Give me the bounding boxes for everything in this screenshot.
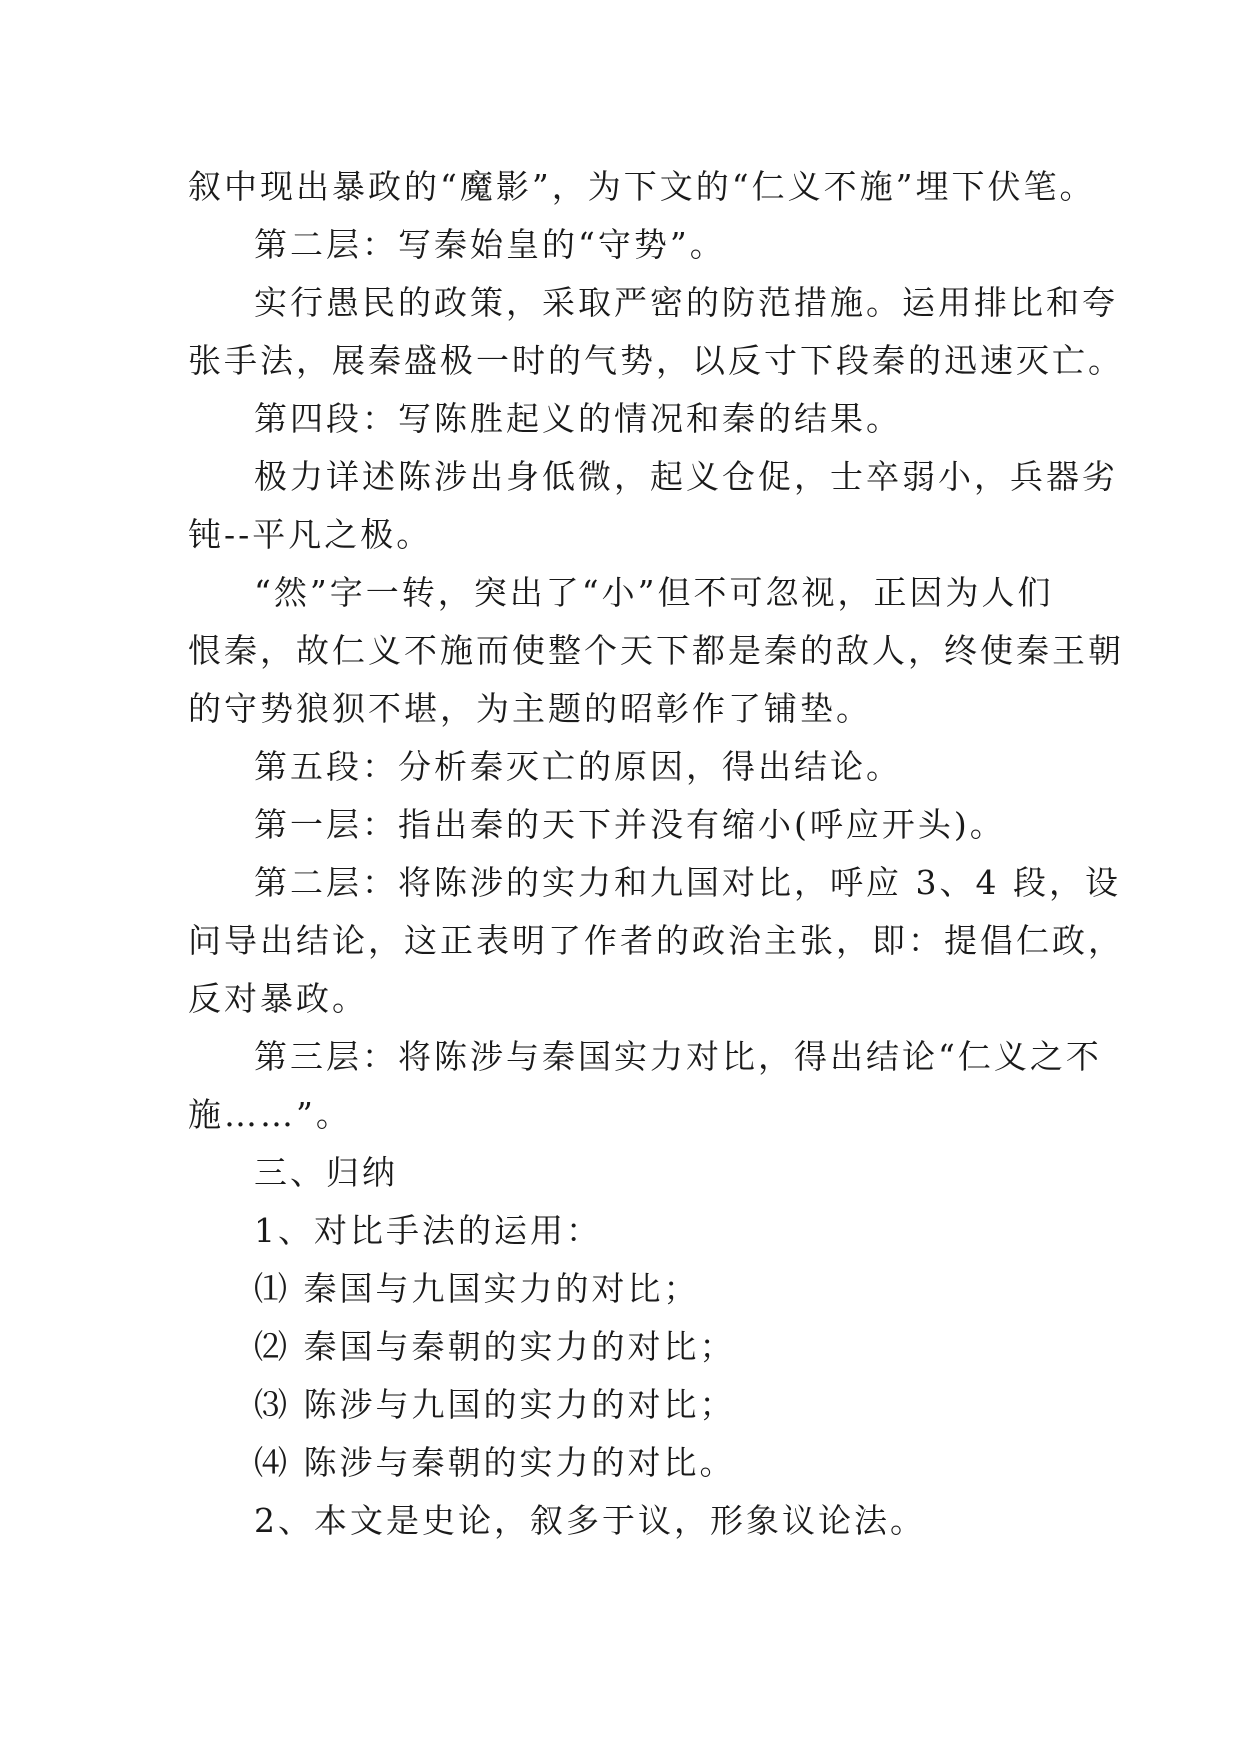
list-item: ⑶ 陈涉与九国的实力的对比； — [254, 1385, 736, 1424]
text-line: 极力详述陈涉出身低微，起义仓促，士卒弱小，兵器劣 — [254, 457, 1118, 496]
list-item: ⑴ 秦国与九国实力的对比； — [254, 1269, 700, 1308]
text-line: 恨秦，故仁义不施而使整个天下都是秦的敌人，终使秦王朝 — [188, 631, 1124, 670]
list-heading: 1、对比手法的运用： — [254, 1211, 602, 1250]
text-line: 叙中现出暴政的“魔影”，为下文的“仁义不施”埋下伏笔。 — [188, 167, 1096, 206]
section-heading: 第四段：写陈胜起义的情况和秦的结果。 — [254, 399, 902, 438]
list-item: ⑷ 陈涉与秦朝的实力的对比。 — [254, 1443, 736, 1482]
text-line: 第二层：写秦始皇的“守势”。 — [254, 225, 726, 264]
section-heading: 第五段：分析秦灭亡的原因，得出结论。 — [254, 747, 902, 786]
document-page — [188, 158, 1124, 1550]
text-line: 施……”。 — [188, 1095, 352, 1134]
list-heading: 2、本文是史论，叙多于议，形象议论法。 — [254, 1501, 926, 1540]
list-item: ⑵ 秦国与秦朝的实力的对比； — [254, 1327, 736, 1366]
text-line: 问导出结论，这正表明了作者的政治主张，即：提倡仁政， — [188, 921, 1124, 960]
text-line: 反对暴政。 — [188, 979, 368, 1018]
text-line: 第二层：将陈涉的实力和九国对比，呼应 3、4 段，设 — [254, 863, 1121, 902]
text-line: 钝--平凡之极。 — [188, 515, 433, 554]
section-heading: 三、归纳 — [254, 1153, 398, 1192]
text-line: 张手法，展秦盛极一时的气势，以反寸下段秦的迅速灭亡。 — [188, 341, 1124, 380]
text-line: 的守势狼狈不堪，为主题的昭彰作了铺垫。 — [188, 689, 872, 728]
text-line: “然”字一转，突出了“小”但不可忽视，正因为人们 — [254, 573, 1054, 612]
text-line: 第三层：将陈涉与秦国实力对比，得出结论“仁义之不 — [254, 1037, 1102, 1076]
text-line: 第一层：指出秦的天下并没有缩小(呼应开头)。 — [254, 805, 1006, 844]
text-line: 实行愚民的政策，采取严密的防范措施。运用排比和夸 — [254, 283, 1118, 322]
